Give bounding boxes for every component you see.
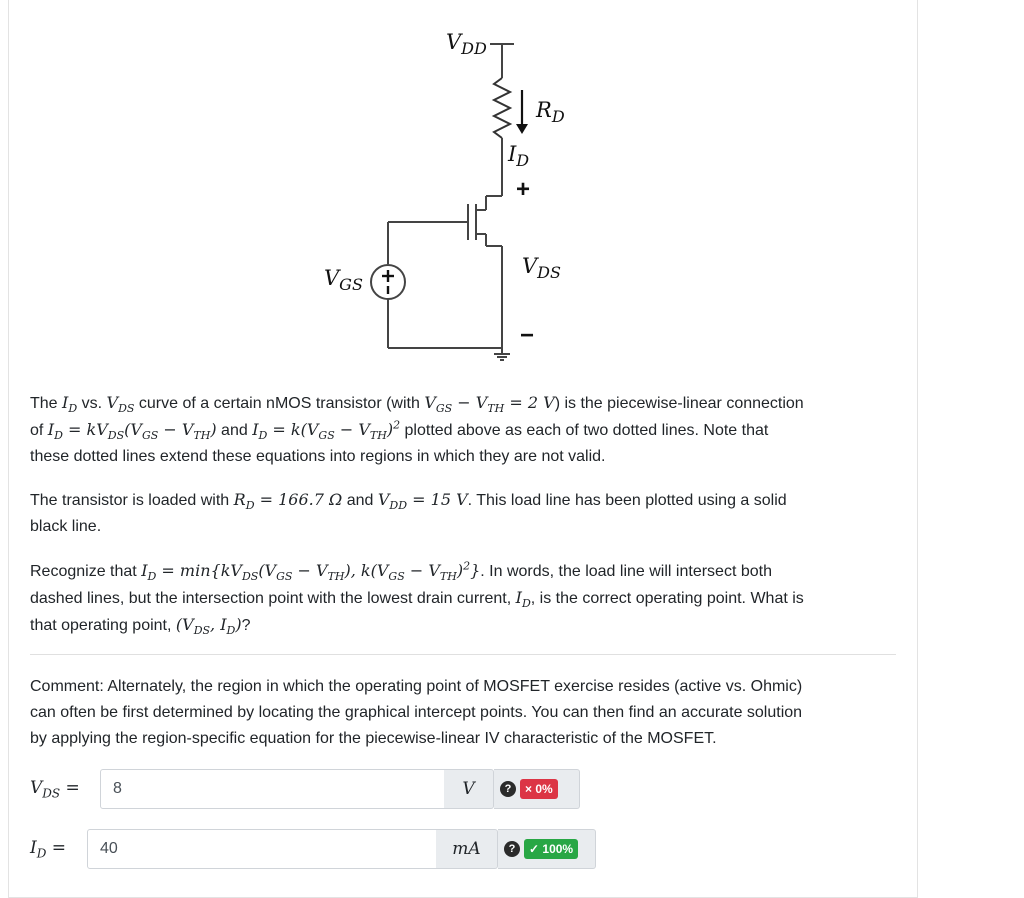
score-badge-incorrect: × 0%: [520, 779, 558, 799]
rd-label: $R_D$: [536, 98, 565, 127]
vdd-label: $V_{DD}$: [446, 30, 487, 59]
id-answer-label: $I_D$ =: [30, 838, 66, 861]
help-icon[interactable]: ?: [500, 781, 516, 797]
vds-label: $V_{DS}$: [522, 254, 561, 283]
comment-paragraph: Comment: Alternately, the region in which the operating point of MOSFET exercise resides (active vs. Ohmic) can often be first determined by locating the graphical intercept points. You can then find an accurate solution by applying the region-specific equation for the piecewise-linear IV characteristic of the MOSFET.: [30, 678, 803, 747]
id-unit: mA: [436, 829, 498, 869]
id-status: [498, 829, 596, 869]
help-icon[interactable]: ?: [504, 841, 520, 857]
vds-minus-label: −: [520, 322, 535, 349]
vgs-label: $V_{GS}$: [324, 266, 363, 295]
problem-paragraph-2: The transistor is loaded with $R_D = 166.7$ Ω and $V_{DD} = 15$ V. This load line has been plotted using a solid black line.: [30, 490, 787, 535]
id-answer-input[interactable]: [87, 829, 437, 869]
vds-unit: V: [444, 769, 494, 809]
problem-paragraph-3: Recognize that $I_D = \min\{kV_{DS}(V_{GS} - V_{TH})$, $k(V_{GS} - V_{TH})^2$}. In words, the load line will intersect both dashed lines, but the intersection point with the lowest drain current, $I_D$, is the correct operating point. What is that operating point, ($V_{DS}$, $I_D$)?: [30, 559, 804, 638]
circuit-diagram: [300, 28, 600, 378]
problem-paragraph-1: The $I_D$ vs. $V_{DS}$ curve of a certain nMOS transistor (with $V_{GS} - V_{TH} = 2$ V) is the piecewise-linear connection of $I_D = kV_{DS}(V_{GS} - V_{TH})$ and $I_D = k(V_{GS} - V_{TH})^2$ plotted above as each of two dotted lines. Note that these dotted lines extend these equations into regions in which they are not valid.: [30, 393, 804, 465]
vds-answer-label: $V_{DS}$ =: [30, 778, 80, 801]
circuit-svg: [300, 28, 600, 378]
vds-answer-input[interactable]: [100, 769, 445, 809]
id-label: $I_D$: [508, 142, 530, 171]
vds-status: [494, 769, 580, 809]
score-badge-correct: ✓ 100%: [524, 839, 578, 859]
section-divider: [30, 654, 896, 655]
resistor-rd: [494, 78, 510, 138]
vds-plus-label: +: [516, 176, 531, 203]
